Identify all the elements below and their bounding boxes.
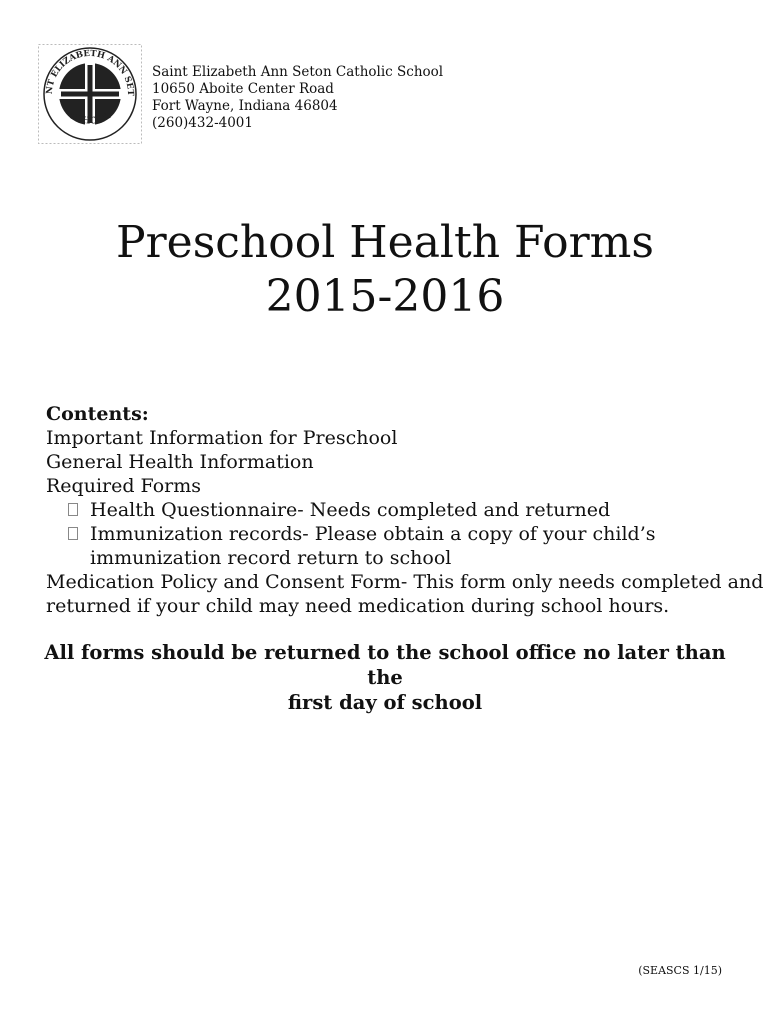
required-form-continuation: immunization record return to school (90, 547, 452, 569)
medication-policy-line: Medication Policy and Consent Form- This form only needs completed and (46, 571, 764, 593)
contents-section (46, 402, 764, 618)
school-street: 10650 Aboite Center Road (152, 81, 334, 97)
contents-heading: Contents: (46, 403, 149, 425)
school-name: Saint Elizabeth Ann Seton Catholic School (152, 64, 444, 80)
medication-policy-line: returned if your child may need medication during school hours. (46, 595, 670, 617)
page-title: Preschool Health Forms (116, 217, 654, 268)
school-city: Fort Wayne, Indiana 46804 (152, 98, 338, 114)
page-year: 2015-2016 (265, 271, 505, 322)
notice-line: All forms should be returned to the school office no later than the (44, 641, 726, 689)
required-form-item (46, 522, 746, 546)
notice-line: first day of school (287, 691, 483, 714)
svg-text:SCHOOL: SCHOOL (67, 111, 113, 127)
contents-item: General Health Information (46, 451, 314, 473)
checkbox-bullet-icon (68, 527, 78, 540)
checkbox-bullet-icon (68, 503, 78, 516)
contents-item: Important Information for Preschool (46, 427, 398, 449)
school-seal-logo (38, 44, 142, 144)
svg-text:SAINT ELIZABETH ANN SETON: NT ELIZABETH ANN SET (44, 48, 136, 97)
school-address-block (152, 64, 443, 132)
required-form-item (46, 498, 746, 522)
required-form-label: Health Questionnaire- Needs completed and returned (90, 499, 611, 521)
contents-item: Required Forms (46, 475, 201, 497)
return-forms-notice (40, 640, 730, 715)
school-phone: (260)432-4001 (152, 115, 253, 131)
form-code: (SEASCS 1/15) (638, 964, 722, 977)
required-form-label: Immunization records- Please obtain a copy of your child’s (90, 523, 656, 545)
school-seal-cross-icon (38, 44, 142, 144)
